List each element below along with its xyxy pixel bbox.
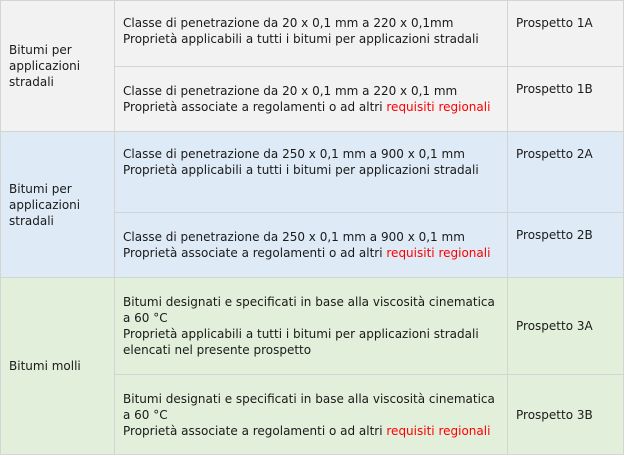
description-text: Proprietà associate a regolamenti o ad altri [123,423,387,438]
description-line2: Proprietà applicabili a tutti i bitumi per applicazioni stradali elencati nel presente prospetto [123,327,479,357]
reference-cell [508,375,624,455]
description-cell [115,67,508,132]
description-line1: Bitumi designati e specificati in base alla viscosità cinematica a 60 °C [123,391,495,422]
table-row [1,1,624,67]
description-cell [115,213,508,278]
prospetto-reference: Prospetto 3A [516,319,593,333]
regional-requirements-highlight: requisiti regionali [386,246,491,260]
reference-cell [508,132,624,213]
reference-cell [508,278,624,375]
description-cell [115,375,508,455]
description-line2: Proprietà applicabili a tutti i bitumi per applicazioni stradali [123,32,479,46]
prospetto-reference: Prospetto 3B [516,407,593,422]
bitumen-type-label: Bitumi per applicazioni stradali [9,43,81,89]
description-line1: Classe di penetrazione da 250 x 0,1 mm a 900 x 0,1 mm [123,147,465,161]
description-line1: Bitumi designati e specificati in base alla viscosità cinematica a 60 °C [123,295,495,325]
prospetto-reference: Prospetto 2A [516,147,593,161]
description-cell [115,132,508,213]
description-line1: Classe di penetrazione da 20 x 0,1 mm a 220 x 0,1 mm [123,84,458,98]
prospetto-reference: Prospetto 1A [516,16,593,30]
description-text: Proprietà associate a regolamenti o ad altri [123,246,387,260]
description-line1: Classe di penetrazione da 20 x 0,1 mm a 220 x 0,1mm [123,16,454,30]
bitumen-type-cell [1,278,115,455]
bitumen-type-cell [1,132,115,278]
description-cell [115,1,508,67]
reference-cell [508,67,624,132]
table-row [1,278,624,375]
prospetto-reference: Prospetto 2B [516,228,593,242]
description-line1: Classe di penetrazione da 250 x 0,1 mm a 900 x 0,1 mm [123,230,465,244]
description-text: Proprietà associate a regolamenti o ad altri [123,100,387,114]
reference-cell [508,1,624,67]
table-row [1,132,624,213]
bitumen-type-label: Bitumi molli [9,359,81,373]
bitumen-type-cell [1,1,115,132]
regional-requirements-highlight: requisiti regionali [386,423,491,438]
description-cell [115,278,508,375]
description-line2 [123,245,497,261]
description-line2: Proprietà applicabili a tutti i bitumi per applicazioni stradali [123,163,479,177]
description-line2 [123,423,497,439]
bitumen-type-label: Bitumi per applicazioni stradali [9,181,81,228]
description-line2 [123,99,497,115]
regional-requirements-highlight: requisiti regionali [386,100,491,114]
prospetto-reference: Prospetto 1B [516,82,593,96]
reference-cell [508,213,624,278]
